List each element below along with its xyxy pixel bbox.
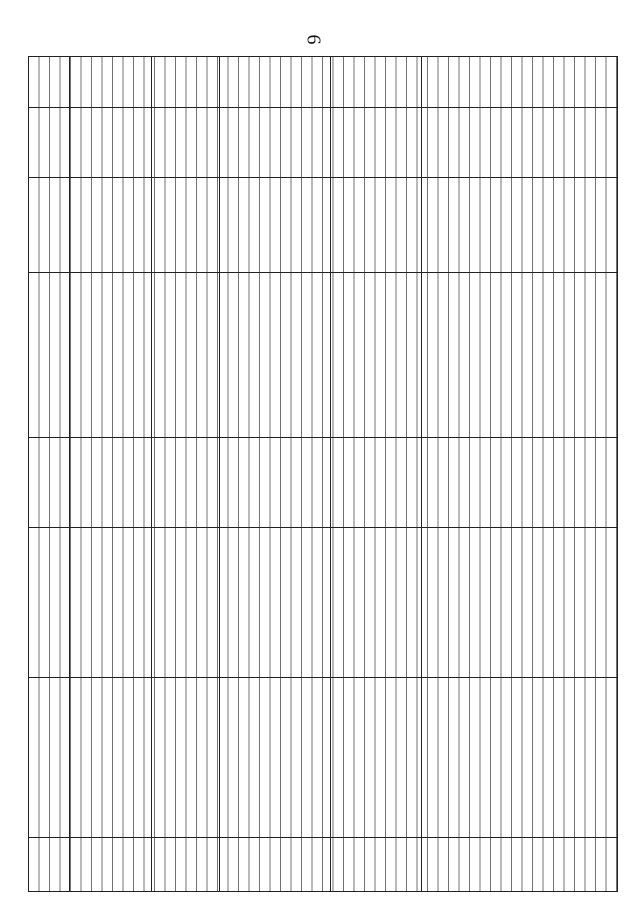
table-column-separator: [330, 57, 331, 891]
table-column-separator: [219, 57, 220, 891]
table-row-separator: [29, 107, 617, 108]
table-row-separator: [29, 677, 617, 678]
table-column-separator: [69, 57, 70, 891]
table-column-separator: [421, 57, 422, 891]
table-row-separator: [29, 437, 617, 438]
table-column-separator: [151, 57, 152, 891]
table-row-separator: [29, 527, 617, 528]
table-row-separator: [29, 272, 617, 273]
table-row-separator: [29, 837, 617, 838]
rotated-scanned-table: [28, 56, 618, 892]
page-number: 6: [302, 34, 325, 45]
table-row-separator: [29, 177, 617, 178]
